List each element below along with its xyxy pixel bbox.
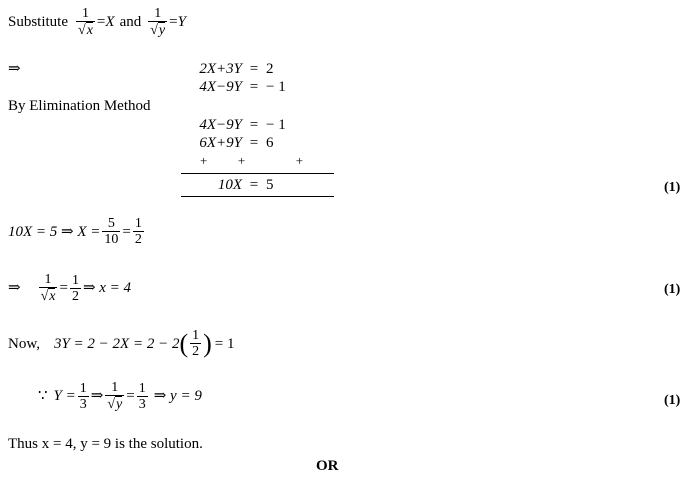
conclusion: Thus x = 4, y = 9 is the solution.	[8, 436, 203, 452]
rule-above-result	[181, 173, 334, 174]
step-solve-y: Now, 3Y = 2 − 2X = 2 − 2 ( $\frac{1}{2}$ ) = 1	[8, 328, 235, 360]
substitute-line: Substitute $\frac{1}{√x}$ = X and $\frac{1}{√y}$ = Y	[8, 6, 186, 39]
paren-right: )	[203, 329, 212, 359]
system1-eq-b: 4X−9Y = − 1	[199, 79, 286, 95]
sqrt-icon: √	[40, 289, 49, 305]
or-separator: OR	[316, 458, 339, 474]
sqrt-icon: √	[78, 23, 86, 39]
system1-eq-a: 2X+3Y = 2	[199, 61, 274, 77]
system2-eq-a: 4X−9Y = − 1	[199, 117, 286, 133]
paren-left: (	[179, 329, 189, 359]
step-solve-small-y: ∵ Y = $\frac{1}{3}$ ⇒ $\frac{1}{√y}$ = $\frac{1}{3}$ ⇒ y = 9	[38, 380, 202, 413]
method-label: By Elimination Method	[8, 98, 151, 114]
sign-row: + + +	[200, 153, 304, 168]
sqrt-icon: √	[150, 23, 158, 39]
mark-2: (1)	[664, 282, 681, 297]
fraction-one-over-sqrt-x: $\frac{1}{√x}$	[78, 6, 93, 39]
sqrt-icon: √	[107, 397, 116, 413]
step-solve-small-x: ⇒ $\frac{1}{√x}$ = $\frac{1}{2}$ ⇒ x = 4	[8, 272, 132, 305]
because-icon: ∵	[38, 388, 48, 405]
mark-1: (1)	[664, 180, 681, 195]
substitute-label: Substitute	[8, 14, 69, 31]
system2-result: 10X = 5	[217, 177, 274, 193]
implies-arrow-1: ⇒	[8, 61, 21, 77]
system2-eq-b: 6X+9Y = 6	[199, 135, 274, 151]
step-solve-x: 10X = 5 ⇒ X = $\frac{5}{10}$ = $\frac{1}{2}$	[8, 216, 142, 248]
fraction-one-over-sqrt-y: $\frac{1}{√y}$	[150, 6, 166, 39]
and-word: and	[119, 14, 142, 31]
mark-3: (1)	[664, 393, 681, 408]
rule-below-result	[181, 196, 334, 197]
